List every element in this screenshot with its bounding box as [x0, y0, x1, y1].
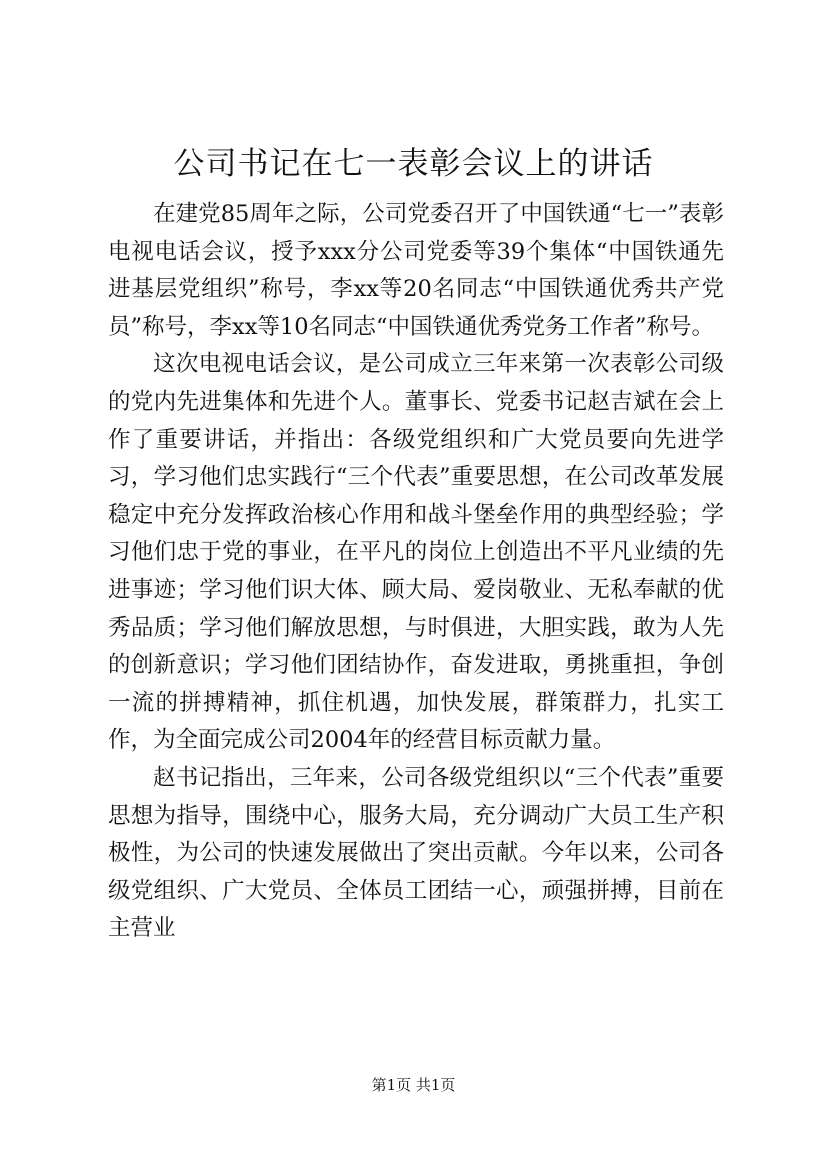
document-title: 公司书记在七一表彰会议上的讲话 [173, 146, 654, 182]
paragraph-2: 这次电视电话会议，是公司成立三年来第一次表彰公司级的党内先进集体和先进个人。董事长、党委书记赵吉斌在会上作了重要讲话，并指出：各级党组织和广大党员要向先进学习，学习他们忠实践行“三个代表”重要思想，在公司改革发展稳定中充分发挥政治核心作用和战斗堡垒作用的典型经验；学习他们忠于党的事业，在平凡的岗位上创造出不平凡业绩的先进事迹；学习他们识大体、顾大局、爱岗敬业、无私奉献的优秀品质；学习他们解放思想，与时俱进，大胆实践，敢为人先的创新意识；学习他们团结协作，奋发进取，勇挑重担，争创一流的拼搏精神，抓住机遇，加快发展，群策群力，扎实工作，为全面完成公司2004年的经营目标贡献力量。 [108, 351, 724, 754]
page-footer: 第1页 共1页 [371, 1076, 456, 1094]
document-body [108, 196, 724, 948]
paragraph-3: 赵书记指出，三年来，公司各级党组织以“三个代表”重要思想为指导，围绕中心，服务大局，充分调动广大员工生产积极性，为公司的快速发展做出了突出贡献。今年以来，公司各级党组织、广大党员、全体员工团结一心，顽强拼搏，目前在主营业 [108, 764, 724, 942]
paragraph-1: 在建党85周年之际，公司党委召开了中国铁通“七一”表彰电视电话会议，授予xxx分公司党委等39个集体“中国铁通先进基层党组织”称号，李xx等20名同志“中国铁通优秀共产党员”称号，李xx等10名同志“中国铁通优秀党务工作者”称号。 [108, 201, 724, 340]
